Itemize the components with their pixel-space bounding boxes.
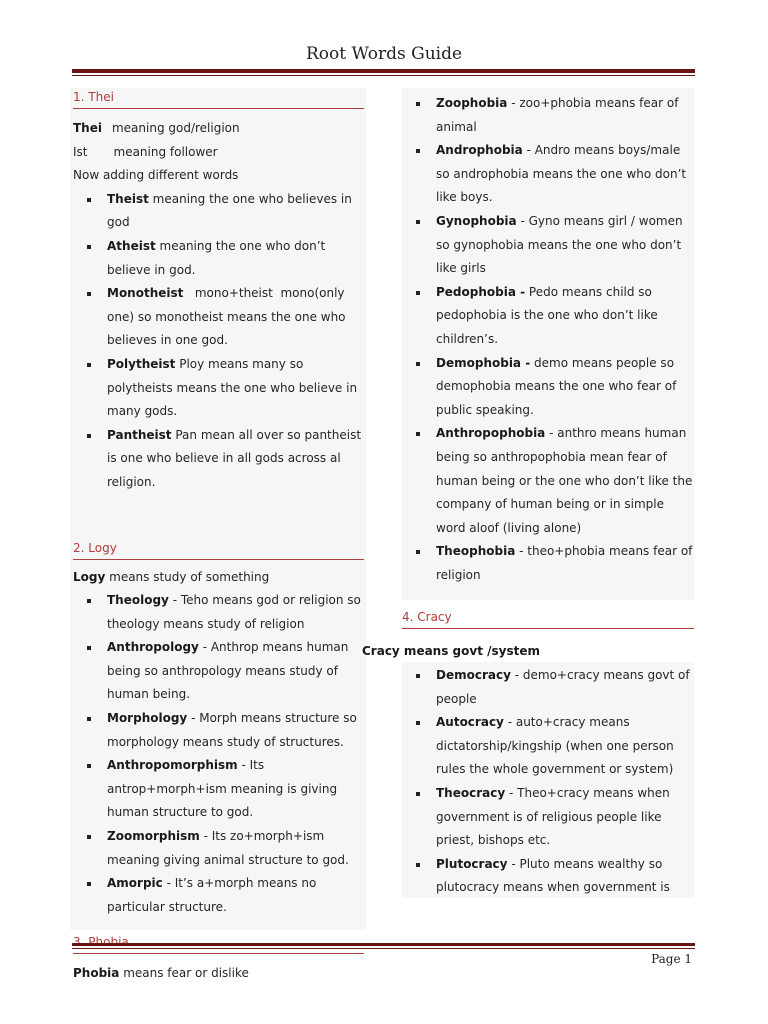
header-rule-thin [72,75,695,76]
cracy-list-block [402,664,694,900]
section-heading-thei: 1. Thei [73,88,364,109]
section-cracy [402,608,694,629]
list-item: Theophobia - theo+phobia means fear of religion [436,540,694,587]
list-item: Theology - Teho means god or religion so theology means study of religion [107,589,364,636]
list-item: Zoophobia - zoo+phobia means fear of animal [436,92,694,139]
section-thei [73,88,364,495]
definition-text: meaning god/religion [111,121,240,135]
list-item: Atheist meaning the one who don’t believe in god. [107,235,364,282]
document-title: Root Words Guide [305,44,463,64]
list-thei [73,188,364,495]
list-cracy [402,664,694,900]
left-column [73,88,364,986]
header-rule [72,69,695,73]
footer-rule [72,943,695,946]
list-item: Theocracy - Theo+cracy means when government is of religious people like priest, bishops etc. [436,782,694,853]
section-lead: Now adding different words [73,168,239,183]
definition-text: meaning follower [113,144,218,159]
list-item: Polytheist Ploy means many so polytheists means the one who believe in many gods. [107,353,364,424]
page-number: Page 1 [651,952,692,966]
list-item: Anthropology - Anthrop means human being so anthropology means study of human being. [107,636,364,707]
definition-ist [73,141,364,165]
list-item: Theist meaning the one who believes in god [107,188,364,235]
list-item: Zoomorphism - Its zo+morph+ism meaning giving animal structure to god. [107,825,364,872]
list-item: Pedophobia - Pedo means child so pedophobia is the one who don’t like children’s. [436,281,694,352]
list-item: Gynophobia - Gyno means girl / women so gynophobia means the one who don’t like girls [436,210,694,281]
definition-term: Ist [73,144,88,159]
section-intro: Cracy means govt /system [362,644,540,658]
cracy-intro-block [362,640,694,664]
list-item: Monotheist mono+theist mono(only one) so monotheist means the one who believes in one god. [107,282,364,353]
section-heading-logy: 2. Logy [73,539,364,560]
definition-thei [73,117,364,141]
list-item: Plutocracy - Pluto means wealthy so plutocracy means when government is [436,853,694,900]
list-item: Demophobia - demo means people so demophobia means the one who fear of public speaking. [436,352,694,423]
list-item: Pantheist Pan mean all over so pantheist is one who believe in all gods across al religion. [107,424,364,495]
section-heading-cracy: 4. Cracy [402,608,694,629]
list-item: Morphology - Morph means structure so morphology means study of structures. [107,707,364,754]
list-item: Amorpic - It’s a+morph means no particular structure. [107,872,364,919]
list-phobia [402,92,694,587]
section-logy [73,539,364,920]
section-phobia [73,933,364,986]
list-item: Anthropophobia - anthro means human being so anthropophobia mean fear of human being or the one who don’t like the company of human being or in simple word aloof (living alone) [436,422,694,540]
list-logy [73,589,364,919]
right-column [402,92,694,587]
list-item: Anthropomorphism - Its antrop+morph+ism meaning is giving human structure to god. [107,754,364,825]
list-item: Democracy - demo+cracy means govt of people [436,664,694,711]
footer-rule-thin [72,948,695,949]
section-intro: Logy means study of something [73,569,270,584]
definition-term: Thei [73,121,102,135]
list-item: Androphobia - Andro means boys/male so androphobia means the one who don’t like boys. [436,139,694,210]
section-intro: Phobia means fear or dislike [73,966,249,981]
list-item: Autocracy - auto+cracy means dictatorship/kingship (when one person rules the whole government or system) [436,711,694,782]
